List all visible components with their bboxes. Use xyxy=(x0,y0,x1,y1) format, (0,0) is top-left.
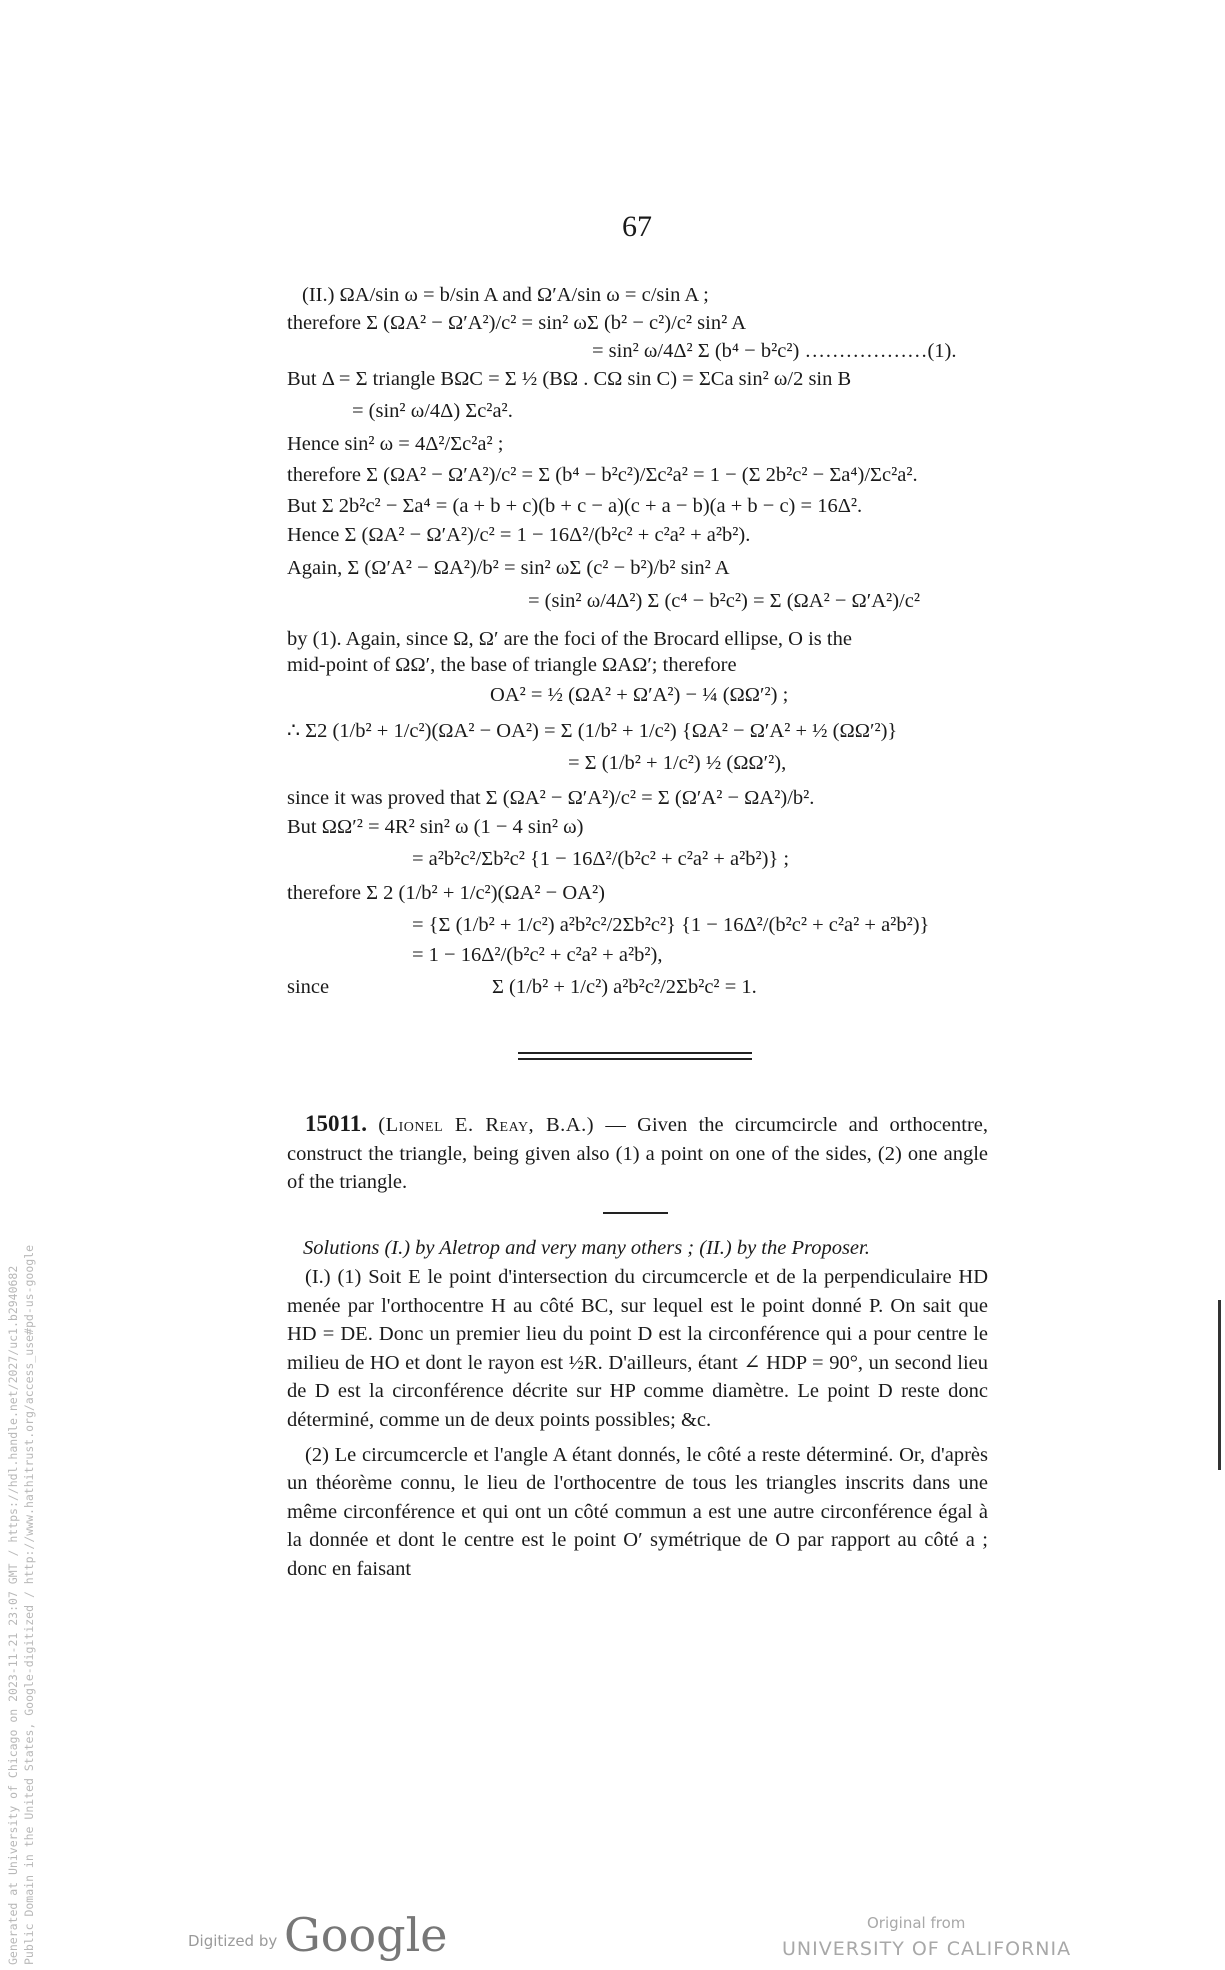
question-block xyxy=(287,1110,988,1197)
proof-line: therefore Σ (ΩA² − Ω′A²)/c² = sin² ωΣ (b² − c²)/c² sin² A xyxy=(287,312,747,334)
original-from-label: Original from xyxy=(867,1914,966,1932)
proof-line: = Σ (1/b² + 1/c²) ½ (ΩΩ′²), xyxy=(568,752,787,774)
proof-line: therefore Σ (ΩA² − Ω′A²)/c² = Σ (b⁴ − b²c²)/Σc²a² = 1 − (Σ 2b²c² − Σa⁴)/Σc²a². xyxy=(287,464,918,486)
proof-line: (II.) ΩA/sin ω = b/sin A and Ω′A/sin ω = c/sin A ; xyxy=(302,284,709,306)
google-logo: Google xyxy=(284,1908,448,1962)
section-divider xyxy=(518,1058,752,1060)
proof-line: Again, Σ (Ω′A² − ΩA²)/b² = sin² ωΣ (c² − b²)/b² sin² A xyxy=(287,557,730,579)
proof-line: But Σ 2b²c² − Σa⁴ = (a + b + c)(b + c − a)(c + a − b)(a + b − c) = 16Δ². xyxy=(287,495,863,517)
proof-line: = (sin² ω/4Δ²) Σ (c⁴ − b²c²) = Σ (ΩA² − Ω′A²)/c² xyxy=(528,590,920,612)
question-paragraph xyxy=(287,1110,988,1197)
short-divider xyxy=(603,1212,668,1214)
proof-line: mid-point of ΩΩ′, the base of triangle ΩAΩ′; therefore xyxy=(287,654,737,676)
page-number: 67 xyxy=(622,210,652,243)
university-label: UNIVERSITY OF CALIFORNIA xyxy=(782,1938,1072,1960)
proof-line: since xyxy=(287,976,330,998)
solution-paragraph-2: (2) Le circumcercle et l'angle A étant donnés, le côté a reste déterminé. Or, d'après un théorème connu, le lieu de l'orthocentre de tous les triangles inscrits dans une même circonférence et qui ont un côté commun a est une autre circonférence égal à la donnée et dont le centre est le point O′ symétrique de O par rapport au côté a ; donc en faisant xyxy=(287,1443,988,1580)
proof-line: Hence Σ (ΩA² − Ω′A²)/c² = 1 − 16Δ²/(b²c² + c²a² + a²b²). xyxy=(287,524,751,546)
section-divider xyxy=(518,1052,752,1054)
side-watermark-line1: Generated at University of Chicago on 2023-11-21 23:07 GMT / https://hdl.handle.net/2027/uc1.b2940682 xyxy=(6,1265,20,1965)
proof-line: therefore Σ 2 (1/b² + 1/c²)(ΩA² − OA²) xyxy=(287,882,605,904)
solution-paragraph-1: (I.) (1) Soit E le point d'intersection du circumcercle et de la perpendiculaire HD menée par l'orthocentre H au côté BC, sur lequel est le point donné P. On sait que HD = DE. Donc un premier lieu du point D est la circonférence qui a pour centre le milieu de HO et dont le rayon est ½R. D'ailleurs, étant ∠ HDP = 90°, un second lieu de D est la circonférence décrite sur HP comme diamètre. Le point D reste donc déterminé, comme un de deux points possibles; &c. xyxy=(287,1266,988,1431)
proof-line: = (sin² ω/4Δ) Σc²a². xyxy=(352,400,513,422)
proof-line: = a²b²c²/Σb²c² {1 − 16Δ²/(b²c² + c²a² + a²b²)} ; xyxy=(412,848,790,870)
proof-line-text: by (1). Again, since Ω, Ω′ are the foci of the Brocard ellipse, O is the xyxy=(287,628,852,650)
proof-line: OA² = ½ (ΩA² + Ω′A²) − ¼ (ΩΩ′²) ; xyxy=(490,684,789,706)
proof-line: But ΩΩ′² = 4R² sin² ω (1 − 4 sin² ω) xyxy=(287,816,584,838)
side-watermark-line2: Public Domain in the United States, Google-digitized / http://www.hathitrust.org/access_use#pd-us-google xyxy=(22,1244,36,1965)
proof-line: But Δ = Σ triangle BΩC = Σ ½ (BΩ . CΩ sin C) = ΣCa sin² ω/2 sin B xyxy=(287,368,852,390)
proof-line: = {Σ (1/b² + 1/c²) a²b²c²/2Σb²c²} {1 − 16Δ²/(b²c² + c²a² + a²b²)} xyxy=(412,914,930,936)
question-text: — Given the circumcircle and orthocentre, construct the triangle, being given also (1) a point on one of the sides, (2) one angle of the triangle. xyxy=(287,1114,989,1194)
proof-line: since it was proved that Σ (ΩA² − Ω′A²)/c² = Σ (Ω′A² − ΩA²)/b². xyxy=(287,787,815,809)
proof-line: = sin² ω/4Δ² Σ (b⁴ − b²c²) ………………(1). xyxy=(592,340,957,362)
solutions-heading: Solutions (I.) by Aletrop and very many others ; (II.) by the Proposer. xyxy=(303,1237,870,1259)
question-author: (Lionel E. Reay, B.A.) xyxy=(378,1114,595,1136)
digitized-by-label: Digitized by xyxy=(188,1932,278,1950)
proof-line: ∴ Σ2 (1/b² + 1/c²)(ΩA² − OA²) = Σ (1/b² + 1/c²) {ΩA² − Ω′A² + ½ (ΩΩ′²)} xyxy=(287,720,898,742)
proof-line xyxy=(287,626,852,652)
proof-line: = 1 − 16Δ²/(b²c² + c²a² + a²b²), xyxy=(412,944,663,966)
question-number: 15011. xyxy=(305,1111,367,1136)
scan-edge-mark xyxy=(1218,1300,1221,1470)
proof-line: Σ (1/b² + 1/c²) a²b²c²/2Σb²c² = 1. xyxy=(492,976,757,998)
proof-line: Hence sin² ω = 4Δ²/Σc²a² ; xyxy=(287,433,504,455)
solution-block xyxy=(287,1263,988,1584)
